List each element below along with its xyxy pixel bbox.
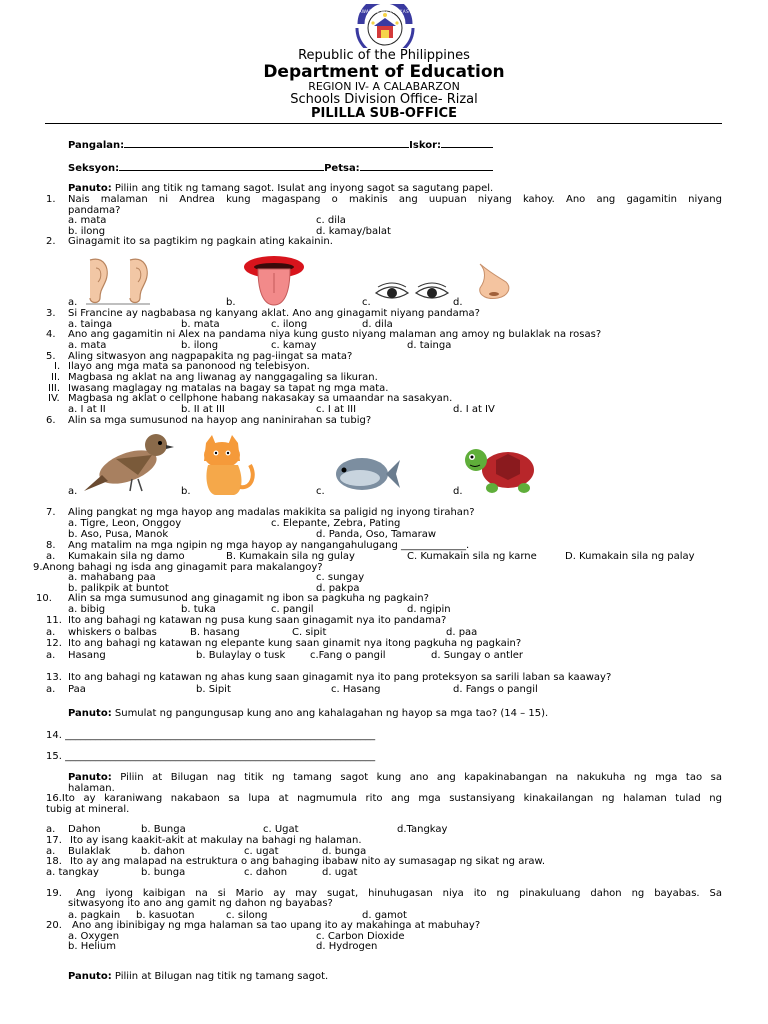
text-row: IV. <box>48 393 60 404</box>
text-row: b. <box>226 297 236 308</box>
text-row: b. tuka <box>181 604 216 615</box>
text-row: Bulaklak <box>68 846 111 857</box>
text-row: c. sungay <box>316 572 365 583</box>
text-row: b. mata <box>181 319 220 330</box>
text-row: I. <box>54 361 61 372</box>
text-row: c. <box>362 297 371 308</box>
text-row: 11. <box>46 615 62 626</box>
text-row: Alin sa mga sumusunod na hayop ang naninirahan sa tubig? <box>68 415 372 426</box>
text-row: whiskers o balbas <box>68 627 157 638</box>
text-row: 2. <box>46 236 56 247</box>
text-row: b. Bulaylay o tusk <box>196 650 286 661</box>
text-row: a. mahabang paa <box>68 572 156 583</box>
text-row: a. <box>46 627 56 638</box>
text-row: 9.Anong bahagi ng isda ang ginagamit para makalangoy? <box>33 562 323 573</box>
text-row: 15. ______________________________________________________________ <box>46 751 376 762</box>
text-row: b. Sipit <box>196 684 231 695</box>
eyes-icon <box>374 281 450 307</box>
text-row: a. <box>46 684 56 695</box>
text-row: 1. <box>46 194 56 205</box>
text-row: a. <box>46 824 56 835</box>
text-row: 20. <box>46 920 62 931</box>
text-row: Alin sa mga sumusunod ang ginagamit ng ibon sa pagkuha ng pagkain? <box>68 593 429 604</box>
instruction-label: Panuto: <box>68 183 112 194</box>
text-row: a. Oxygen <box>68 931 120 942</box>
instruction-label: Panuto: <box>68 708 112 719</box>
text-row: d. bunga <box>322 846 367 857</box>
text-row: Ito ang bahagi ng katawan ng elepante kung saan ginamit nya itong pagkuha ng pagkain? <box>68 638 522 649</box>
text-row: b. Aso, Pusa, Manok <box>68 529 169 540</box>
text-row: d. paa <box>446 627 478 638</box>
instruction-label: Panuto: <box>68 971 112 982</box>
text-row: d. gamot <box>362 910 407 921</box>
text-row: d. <box>453 486 463 497</box>
text-row: Magbasa ng aklat na ang liwanag ay nanggagaling sa likuran. <box>68 372 378 383</box>
fish-icon <box>330 452 400 496</box>
text-row: Aling pangkat ng mga hayop ang madalas makikita sa paligid ng inyong tirahan? <box>68 507 475 518</box>
text-row: b. <box>181 486 191 497</box>
text-row: 10. <box>36 593 52 604</box>
text-row: d. Sungay o antler <box>431 650 524 661</box>
text-row: b. II at III <box>181 404 225 415</box>
text-row: a. <box>68 486 78 497</box>
text-row: tubig at mineral. <box>46 804 130 815</box>
text-row: Ano ang ibinibigay ng mga halaman sa tao upang ito ay makahinga at mabuhay? <box>72 920 481 931</box>
text-row: c. pangil <box>271 604 314 615</box>
text-row: Dahon <box>68 824 101 835</box>
text-row: a. mata <box>68 215 107 226</box>
section-label: Seksyon: <box>68 163 120 174</box>
turtle-icon <box>462 440 538 496</box>
text-row: d. tainga <box>407 340 452 351</box>
instruction-text: Piliin at Bilugan nag titik ng tamang sagot. <box>111 971 329 982</box>
tongue-icon <box>240 253 308 307</box>
text-row: II. <box>51 372 61 383</box>
score-label: Iskor: <box>409 140 441 151</box>
text-row: d. ngipin <box>407 604 451 615</box>
text-row: Ito ang bahagi ng katawan ng pusa kung saan ginagamit nya ito pandama? <box>68 615 447 626</box>
instruction-text: Sumulat ng pangungusap kung ano ang kahalagahan ng hayop sa mga tao? (14 – 15). <box>111 708 549 719</box>
instruction-label: Panuto: <box>68 772 112 783</box>
name-label: Pangalan: <box>68 140 125 151</box>
text-row: Ito ang bahagi ng katawan ng ahas kung saan ginagamit nya ito pang proteksyon sa sarili laban sa kaaway? <box>68 672 612 683</box>
text-row: c. Hasang <box>331 684 381 695</box>
header-divider <box>45 123 722 124</box>
text-row: Nais malaman ni Andrea kung magaspang o makinis ang uupuan niyang kahoy. Ano ang gagamitin niyang <box>68 194 722 205</box>
text-row: Ang matalim na mga ngipin ng mga hayop ay nangangahulugang _____________. <box>68 540 470 551</box>
text-row: Hasang <box>68 650 106 661</box>
text-row: a. bibig <box>68 604 106 615</box>
text-row: d. <box>453 297 463 308</box>
text-row: C. Kumakain sila ng karne <box>407 551 537 562</box>
text-row: III. <box>48 383 61 394</box>
text-row: 3. <box>46 308 56 319</box>
text-row: 12. <box>46 638 62 649</box>
text-row: d. I at IV <box>453 404 495 415</box>
text-row: a. <box>46 846 56 857</box>
section-field[interactable] <box>68 163 493 174</box>
text-row <box>68 971 328 982</box>
text-row: b. dahon <box>141 846 185 857</box>
republic-line: Republic of the Philippines <box>298 48 470 63</box>
text-row: b. Helium <box>68 941 117 952</box>
text-row: 16.Ito ay karaniwang nakabaon sa lupa at nagmumula rito ang mga sustansiyang kinakailangan ng halaman tulad ng <box>46 793 722 804</box>
text-row: 14. ______________________________________________________________ <box>46 730 376 741</box>
text-row: 13. <box>46 672 62 683</box>
instruction-text: Piliin ang titik ng tamang sagot. Isulat ang inyong sagot sa sagutang papel. <box>111 183 494 194</box>
text-row: b. ilong <box>68 226 106 237</box>
region-line: REGION IV- A CALABARZON <box>308 80 460 93</box>
text-row: d. Hydrogen <box>316 941 378 952</box>
text-row: pandama? <box>68 205 121 216</box>
text-row: b. Bunga <box>141 824 186 835</box>
text-row: Ginagamit ito sa pagtikim ng pagkain ating kakainin. <box>68 236 333 247</box>
text-row: B. Kumakain sila ng gulay <box>226 551 355 562</box>
text-row: Iwasang maglagay ng matalas na bagay sa tapat ng mga mata. <box>68 383 389 394</box>
text-row: c. dila <box>316 215 346 226</box>
text-row: 19. <box>46 888 62 899</box>
text-row: c.Fang o pangil <box>310 650 386 661</box>
text-row: 4. <box>46 329 56 340</box>
text-row: D. Kumakain sila ng palay <box>565 551 695 562</box>
text-row <box>68 772 722 783</box>
text-row: 17. <box>46 835 62 846</box>
text-row: a. I at II <box>68 404 106 415</box>
text-row: b. bunga <box>141 867 186 878</box>
text-row: c. <box>316 486 325 497</box>
date-label: Petsa: <box>324 163 360 174</box>
text-row: C. sipit <box>292 627 327 638</box>
text-row: a. mata <box>68 340 107 351</box>
text-row: d.Tangkay <box>397 824 448 835</box>
text-row: b. kasuotan <box>136 910 195 921</box>
text-row: Ilayo ang mga mata sa panonood ng telebisyon. <box>68 361 310 372</box>
text-row: 6. <box>46 415 56 426</box>
text-row: a. <box>46 551 56 562</box>
text-row: d. Panda, Oso, Tamaraw <box>316 529 437 540</box>
division-line: Schools Division Office- Rizal <box>290 92 478 107</box>
text-row: 7. <box>46 507 56 518</box>
text-row: c. ugat <box>244 846 279 857</box>
instruction-text: Piliin at Bilugan nag titik ng tamang sagot kung ano ang kapakinabangan na nakukuha ng mga tao sa <box>111 772 722 783</box>
text-row: Ang iyong kaibigan na si Mario ay may sugat, hinuhugasan niya ito ng pinakuluang dahon ng bayabas. Sa <box>76 888 722 899</box>
text-row: halaman. <box>68 783 115 794</box>
ears-icon <box>80 254 154 306</box>
text-row: Paa <box>68 684 86 695</box>
text-row: c. Ugat <box>263 824 299 835</box>
text-row: Magbasa ng aklat o cellphone habang nakasakay sa umaandar na sasakyan. <box>68 393 453 404</box>
cat-icon <box>194 435 258 497</box>
text-row: Kumakain sila ng damo <box>68 551 185 562</box>
text-row: c. silong <box>226 910 268 921</box>
text-row: a. Tigre, Leon, Onggoy <box>68 518 182 529</box>
text-row: b. palikpik at buntot <box>68 583 169 594</box>
department-title: Department of Education <box>263 62 505 82</box>
text-row: c. ilong <box>271 319 308 330</box>
text-row: d. Fangs o pangil <box>453 684 538 695</box>
text-row: d. pakpa <box>316 583 360 594</box>
text-row: 18. <box>46 856 62 867</box>
text-row: c. Elepante, Zebra, Pating <box>271 518 401 529</box>
text-row <box>68 183 493 194</box>
text-row: a. pagkain <box>68 910 121 921</box>
seal-text: KAGAWARAN NG EDUKASYON <box>348 9 420 14</box>
text-row: a. tangkay <box>46 867 99 878</box>
text-row: d. kamay/balat <box>316 226 391 237</box>
text-row: Si Francine ay nagbabasa ng kanyang aklat. Ano ang ginagamit niyang pandama? <box>68 308 480 319</box>
text-row: d. ugat <box>322 867 358 878</box>
bird-icon <box>82 425 180 495</box>
name-field[interactable] <box>68 140 493 151</box>
text-row: B. hasang <box>190 627 240 638</box>
nose-icon <box>472 262 516 302</box>
text-row: c. Carbon Dioxide <box>316 931 405 942</box>
text-row: Aling sitwasyon ang nagpapakita ng pag-iingat sa mata? <box>68 351 353 362</box>
text-row: sitwasyong ito ano ang gamit ng dahon ng bayabas? <box>68 898 333 909</box>
office-title: PILILLA SUB-OFFICE <box>311 106 457 121</box>
text-row: a. <box>46 650 56 661</box>
text-row: c. I at III <box>316 404 357 415</box>
text-row: c. kamay <box>271 340 317 351</box>
text-row: 8. <box>46 540 56 551</box>
text-row: a. <box>68 297 78 308</box>
text-row: c. dahon <box>244 867 288 878</box>
text-row <box>68 708 548 719</box>
text-row: Ano ang gagamitin ni Alex na pandama niya kung gusto niyang malaman ang amoy ng bulaklak na rosas? <box>68 329 602 340</box>
text-row: a. tainga <box>68 319 113 330</box>
text-row: Ito ay isang kaakit-akit at makulay na bahagi ng halaman. <box>70 835 362 846</box>
text-row: 5. <box>46 351 56 362</box>
text-row: d. dila <box>362 319 393 330</box>
text-row: b. ilong <box>181 340 219 351</box>
text-row: Ito ay ang malapad na estruktura o ang bahaging ibabaw nito ay sumasagap ng sikat ng araw. <box>70 856 545 867</box>
